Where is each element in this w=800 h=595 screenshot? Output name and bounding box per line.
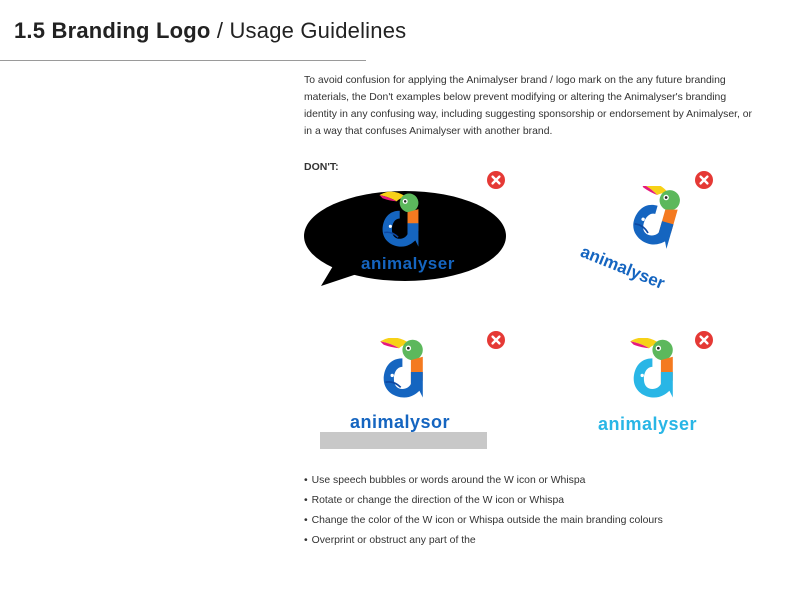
obstruction-bar [320,432,487,449]
page-title [14,18,406,44]
logo-wordmark: animalyser [361,254,455,273]
header-divider [0,60,366,61]
title-separator: / [216,18,224,43]
list-item: • Overprint or obstruct any part of the [304,533,663,553]
intro-paragraph: To avoid confusion for applying the Animalyser brand / logo mark on the any future branding materials, the Don't examples below prevent modifying or altering the Animalyser's branding identity in any confusing way, including suggesting sponsorship or endorsement by Animalyser, or in a way that confuses Animalyser with another brand. [304,75,753,137]
dont-label: DON'T: [304,161,339,173]
close-icon [487,171,505,189]
list-item: • Use speech bubbles or words around the W icon or Whispa [304,473,663,493]
example-recolored [596,338,716,438]
section-title: Branding Logo [51,18,211,43]
example-rotated [577,186,705,302]
logo-wordmark: animalyser [598,414,698,434]
example-obstructed [320,338,488,452]
list-item: • Change the color of the W icon or Whispa outside the main branding colours [304,513,663,533]
logo-wordmark: animalyser [577,242,668,293]
close-icon [487,331,505,349]
section-number: 1.5 [14,18,46,43]
list-item: • Rotate or change the direction of the W icon or Whispa [304,493,663,513]
dont-list [304,473,663,553]
example-speech-bubble [303,190,509,290]
logo-wordmark: animalysor [350,412,451,432]
page-subtitle: Usage Guidelines [229,18,407,43]
